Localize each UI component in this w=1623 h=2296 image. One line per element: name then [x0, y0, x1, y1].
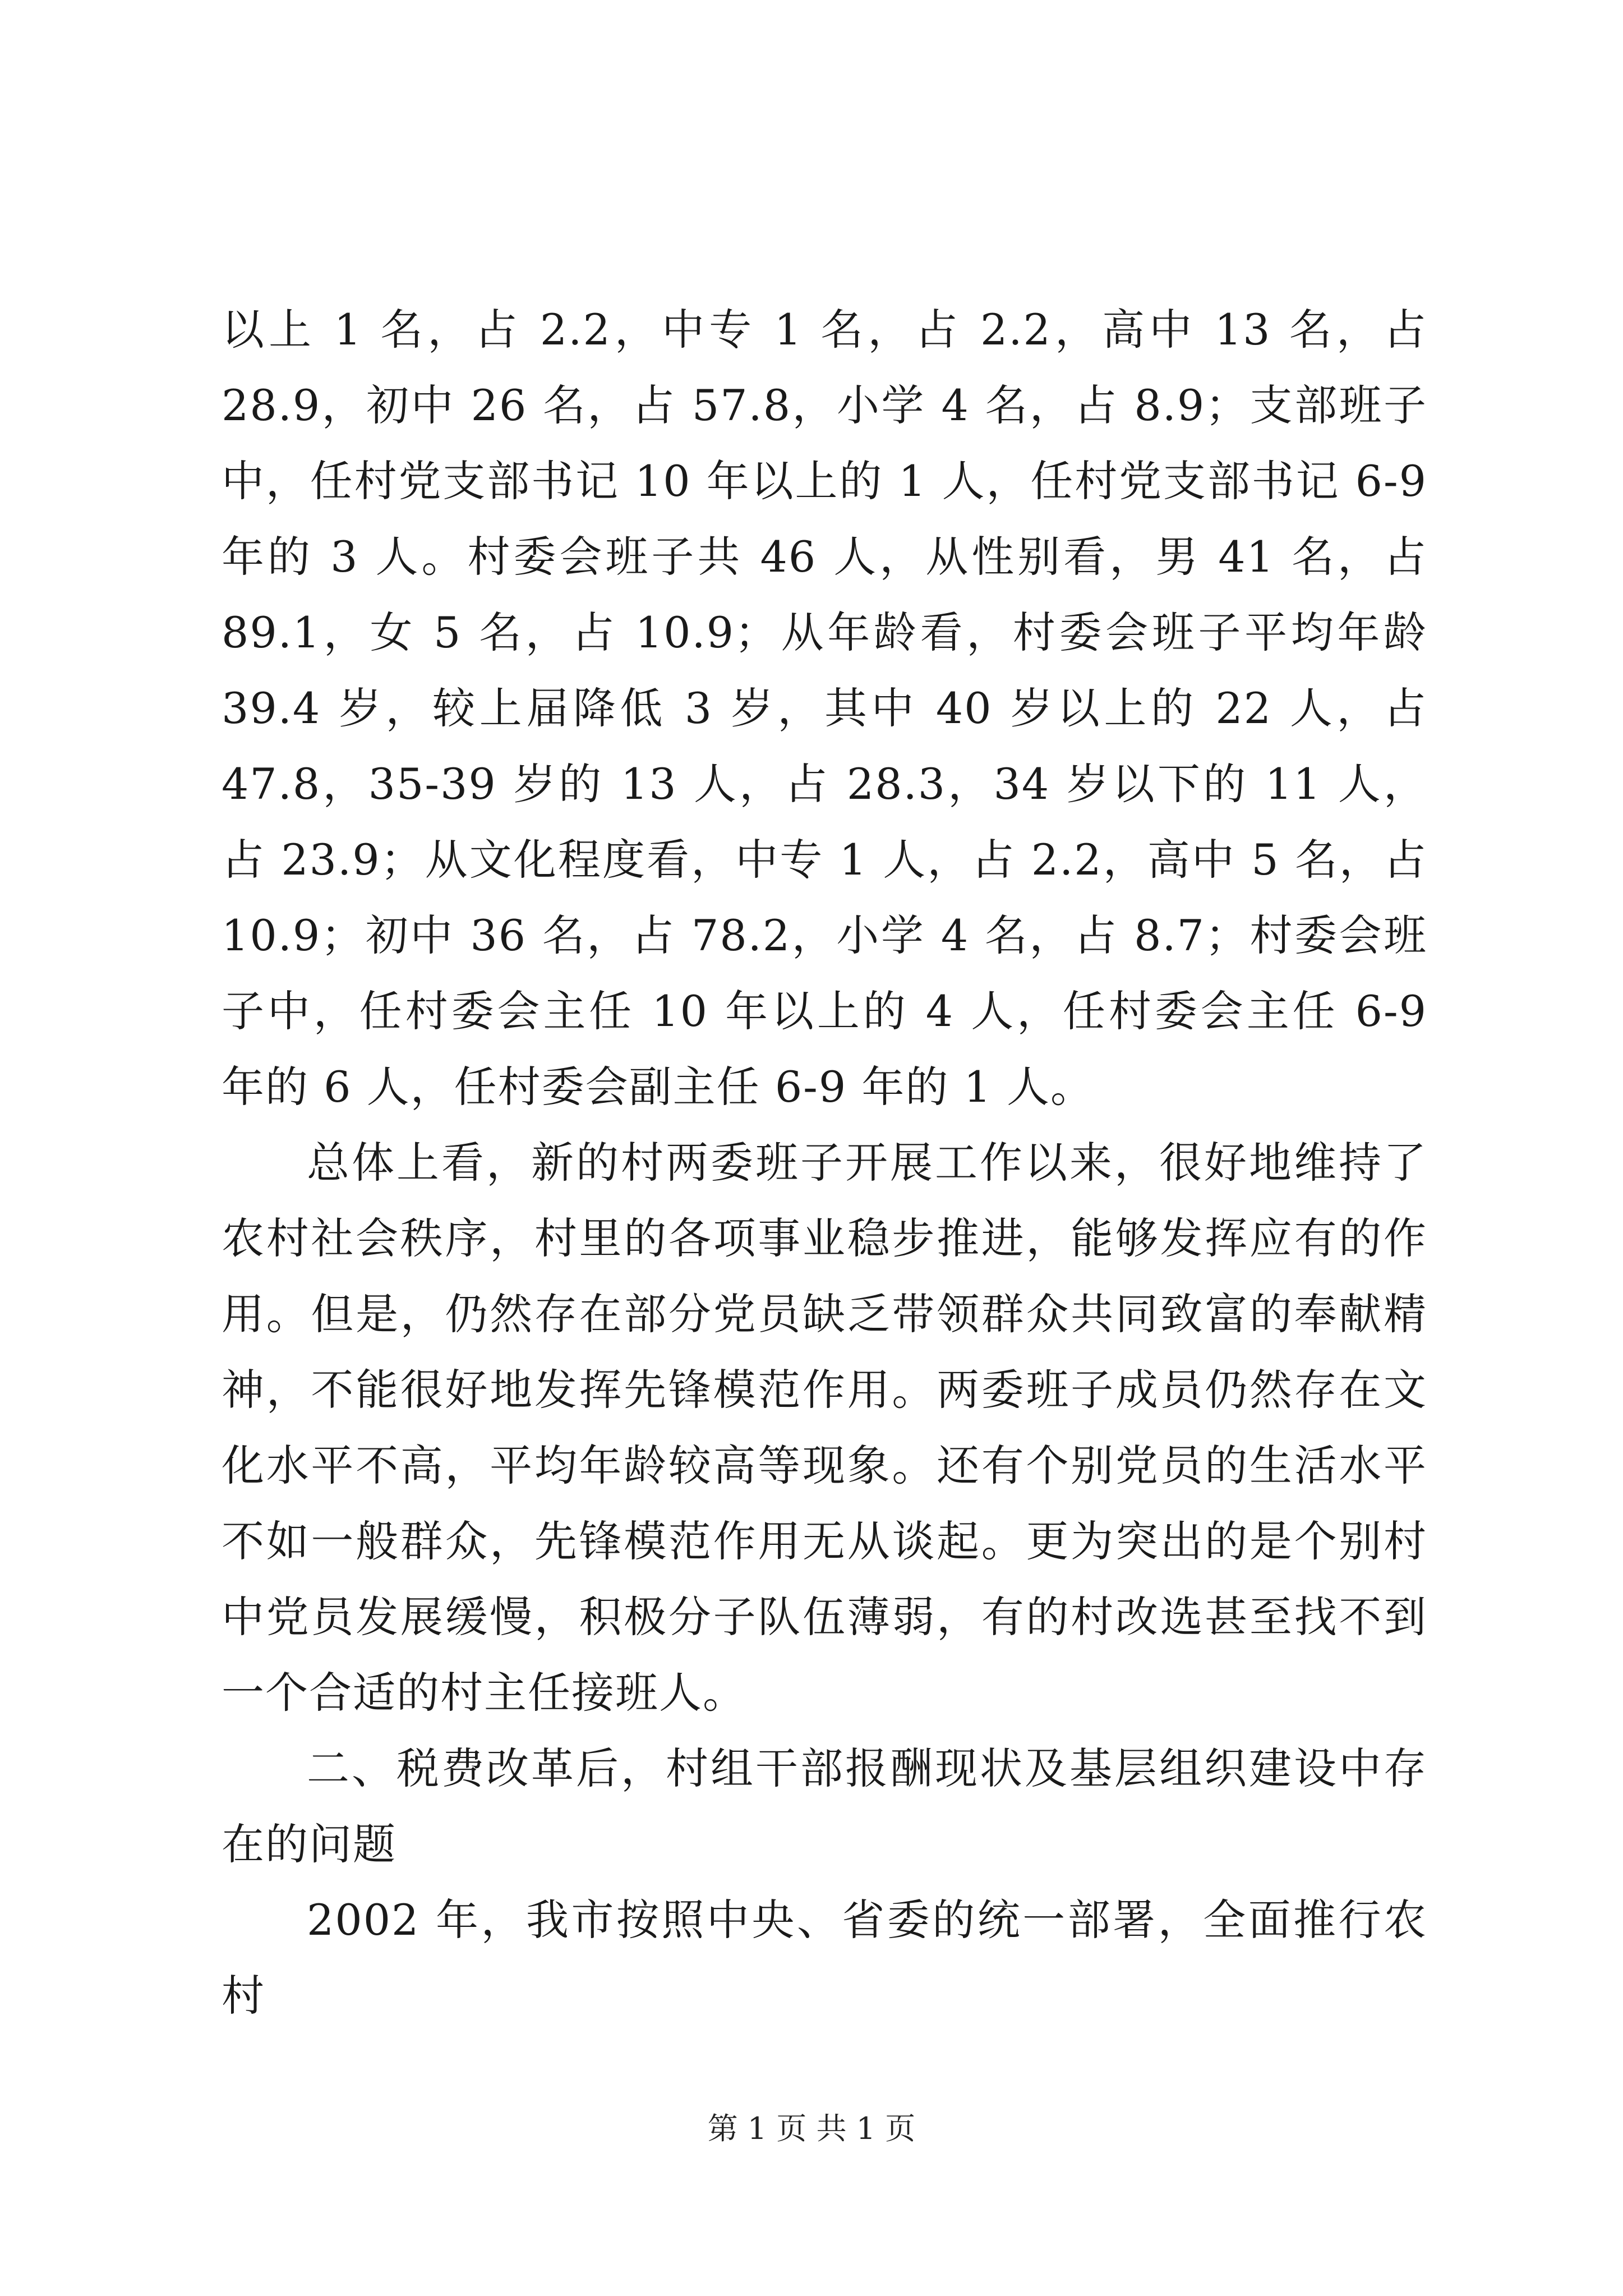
- paragraph-2: 总体上看，新的村两委班子开展工作以来，很好地维持了农村社会秩序，村里的各项事业稳步推进，能够发挥应有的作用。但是，仍然存在部分党员缺乏带领群众共同致富的奉献精神，不能很好地发挥先锋模范作用。两委班子成员仍然存在文化水平不高，平均年龄较高等现象。还有个别党员的生活水平不如一般群众，先锋模范作用无从谈起。更为突出的是个别村中党员发展缓慢，积极分子队伍薄弱，有的村改选甚至找不到一个合适的村主任接班人。: [222, 1138, 1427, 1718]
- page-footer: 第 1 页 共 1 页: [707, 2111, 916, 2146]
- paragraph-3: 2002 年，我市按照中央、省委的统一部署，全面推行农村: [222, 1895, 1427, 2021]
- section-heading-2: 二、税费改革后，村组干部报酬现状及基层组织建设中存在的问题: [222, 1743, 1427, 1869]
- paragraph-1: 以上 1 名，占 2.2，中专 1 名，占 2.2，高中 13 名，占 28.9，初中 26 名，占 57.8，小学 4 名，占 8.9；支部班子中，任村党支部书记 10 年以上的 1 人，任村党支部书记 6-9 年的 3 人。村委会班子共 46 人，从性别看，男 41 名，占 89.1，女 5 名，占 10.9；从年龄看，村委会班子平均年龄 39.4 岁，较上届降低 3 岁，其中 40 岁以上的 22 人，占 47.8，35-39 岁的 13 人，占 28.3，34 岁以下的 11 人，占 23.9；从文化程度看，中专 1 人，占 2.2，高中 5 名，占 10.9；初中 36 名，占 78.2，小学 4 名，占 8.7；村委会班子中，任村委会主任 10 年以上的 4 人，任村委会主任 6-9 年的 6 人，任村委会副主任 6-9 年的 1 人。: [222, 305, 1427, 1112]
- document-body: [222, 292, 1427, 2033]
